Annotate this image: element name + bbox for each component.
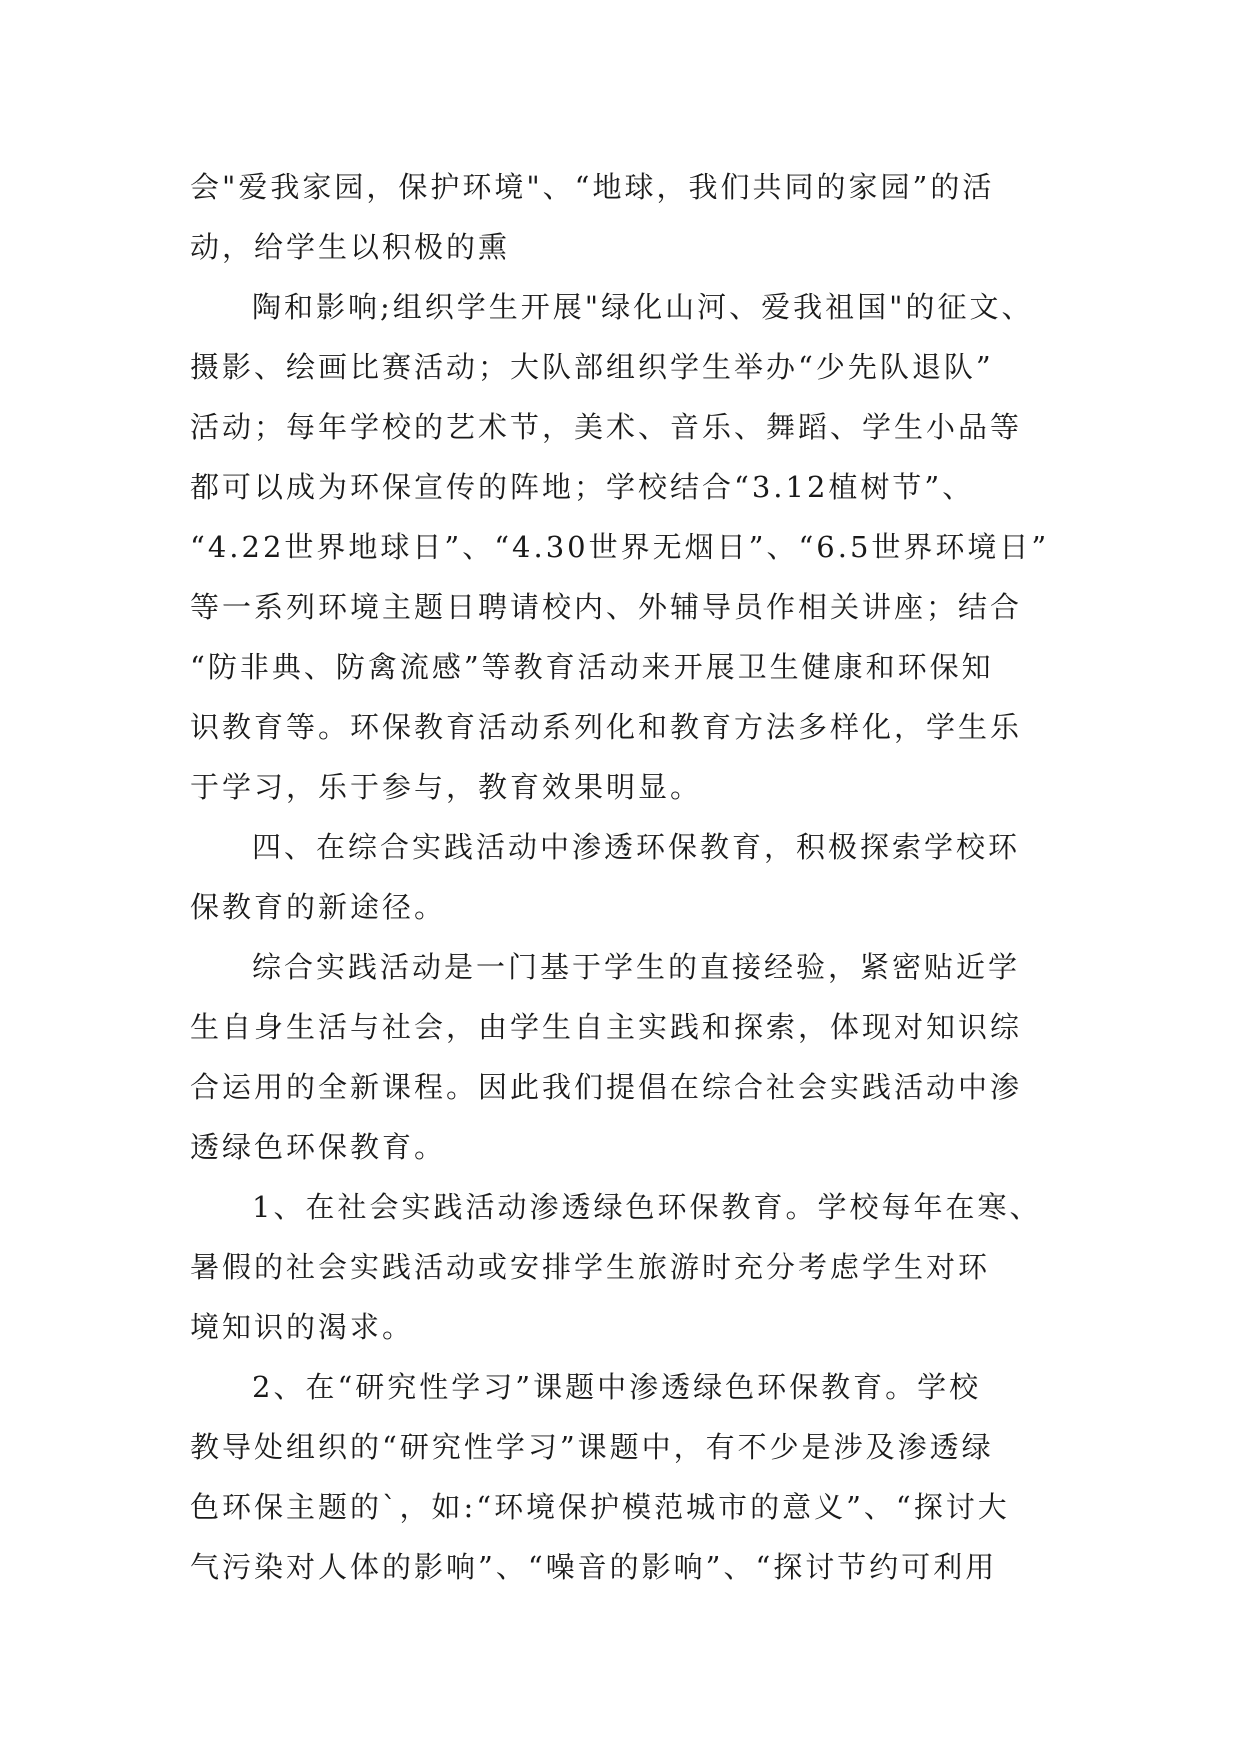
- text-line: 于学习，乐于参与，教育效果明显。: [190, 770, 703, 804]
- text-line: “防非典、防禽流感”等教育活动来开展卫生健康和环保知: [190, 650, 994, 684]
- text-line: 识教育等。环保教育活动系列化和教育方法多样化，学生乐: [190, 710, 1023, 744]
- text-line: “4.22世界地球日”、“4.30世界无烟日”、“6.5世界环境日”: [190, 530, 1050, 564]
- text-line: 活动；每年学校的艺术节，美术、音乐、舞蹈、学生小品等: [190, 410, 1023, 444]
- text-line: 会"爱我家园，保护环境"、“地球，我们共同的家园”的活: [190, 170, 995, 204]
- text-line: 2、在“研究性学习”课题中渗透绿色环保教育。学校: [252, 1370, 982, 1404]
- text-line: 气污染对人体的影响”、“噪音的影响”、“探讨节约可利用: [190, 1550, 998, 1584]
- document-body: [190, 157, 1070, 1597]
- text-line: 生自身生活与社会，由学生自主实践和探索，体现对知识综: [190, 1010, 1023, 1044]
- text-line: 动，给学生以积极的熏: [190, 230, 511, 264]
- text-line: 陶和影响;组织学生开展"绿化山河、爱我祖国"的征文、: [252, 290, 1034, 324]
- text-line: 1、在社会实践活动渗透绿色环保教育。学校每年在寒、: [252, 1190, 1042, 1224]
- text-line: 境知识的渴求。: [190, 1310, 415, 1344]
- text-line: 合运用的全新课程。因此我们提倡在综合社会实践活动中渗: [190, 1070, 1023, 1104]
- text-line: 都可以成为环保宣传的阵地；学校结合“3.12植树节”、: [190, 470, 975, 504]
- text-line: 四、在综合实践活动中渗透环保教育，积极探索学校环: [252, 830, 1021, 864]
- text-line: 透绿色环保教育。: [190, 1130, 447, 1164]
- text-line: 摄影、绘画比赛活动；大队部组织学生举办“少先队退队”: [190, 350, 994, 384]
- text-line: 保教育的新途径。: [190, 890, 447, 924]
- text-line: 色环保主题的`，如:“环境保护模范城市的意义”、“探讨大: [190, 1490, 1010, 1524]
- text-line: 综合实践活动是一门基于学生的直接经验，紧密贴近学: [252, 950, 1021, 984]
- text-line: 教导处组织的“研究性学习”课题中，有不少是涉及渗透绿: [190, 1430, 994, 1464]
- text-line: 等一系列环境主题日聘请校内、外辅导员作相关讲座；结合: [190, 590, 1023, 624]
- text-line: 暑假的社会实践活动或安排学生旅游时充分考虑学生对环: [190, 1250, 991, 1284]
